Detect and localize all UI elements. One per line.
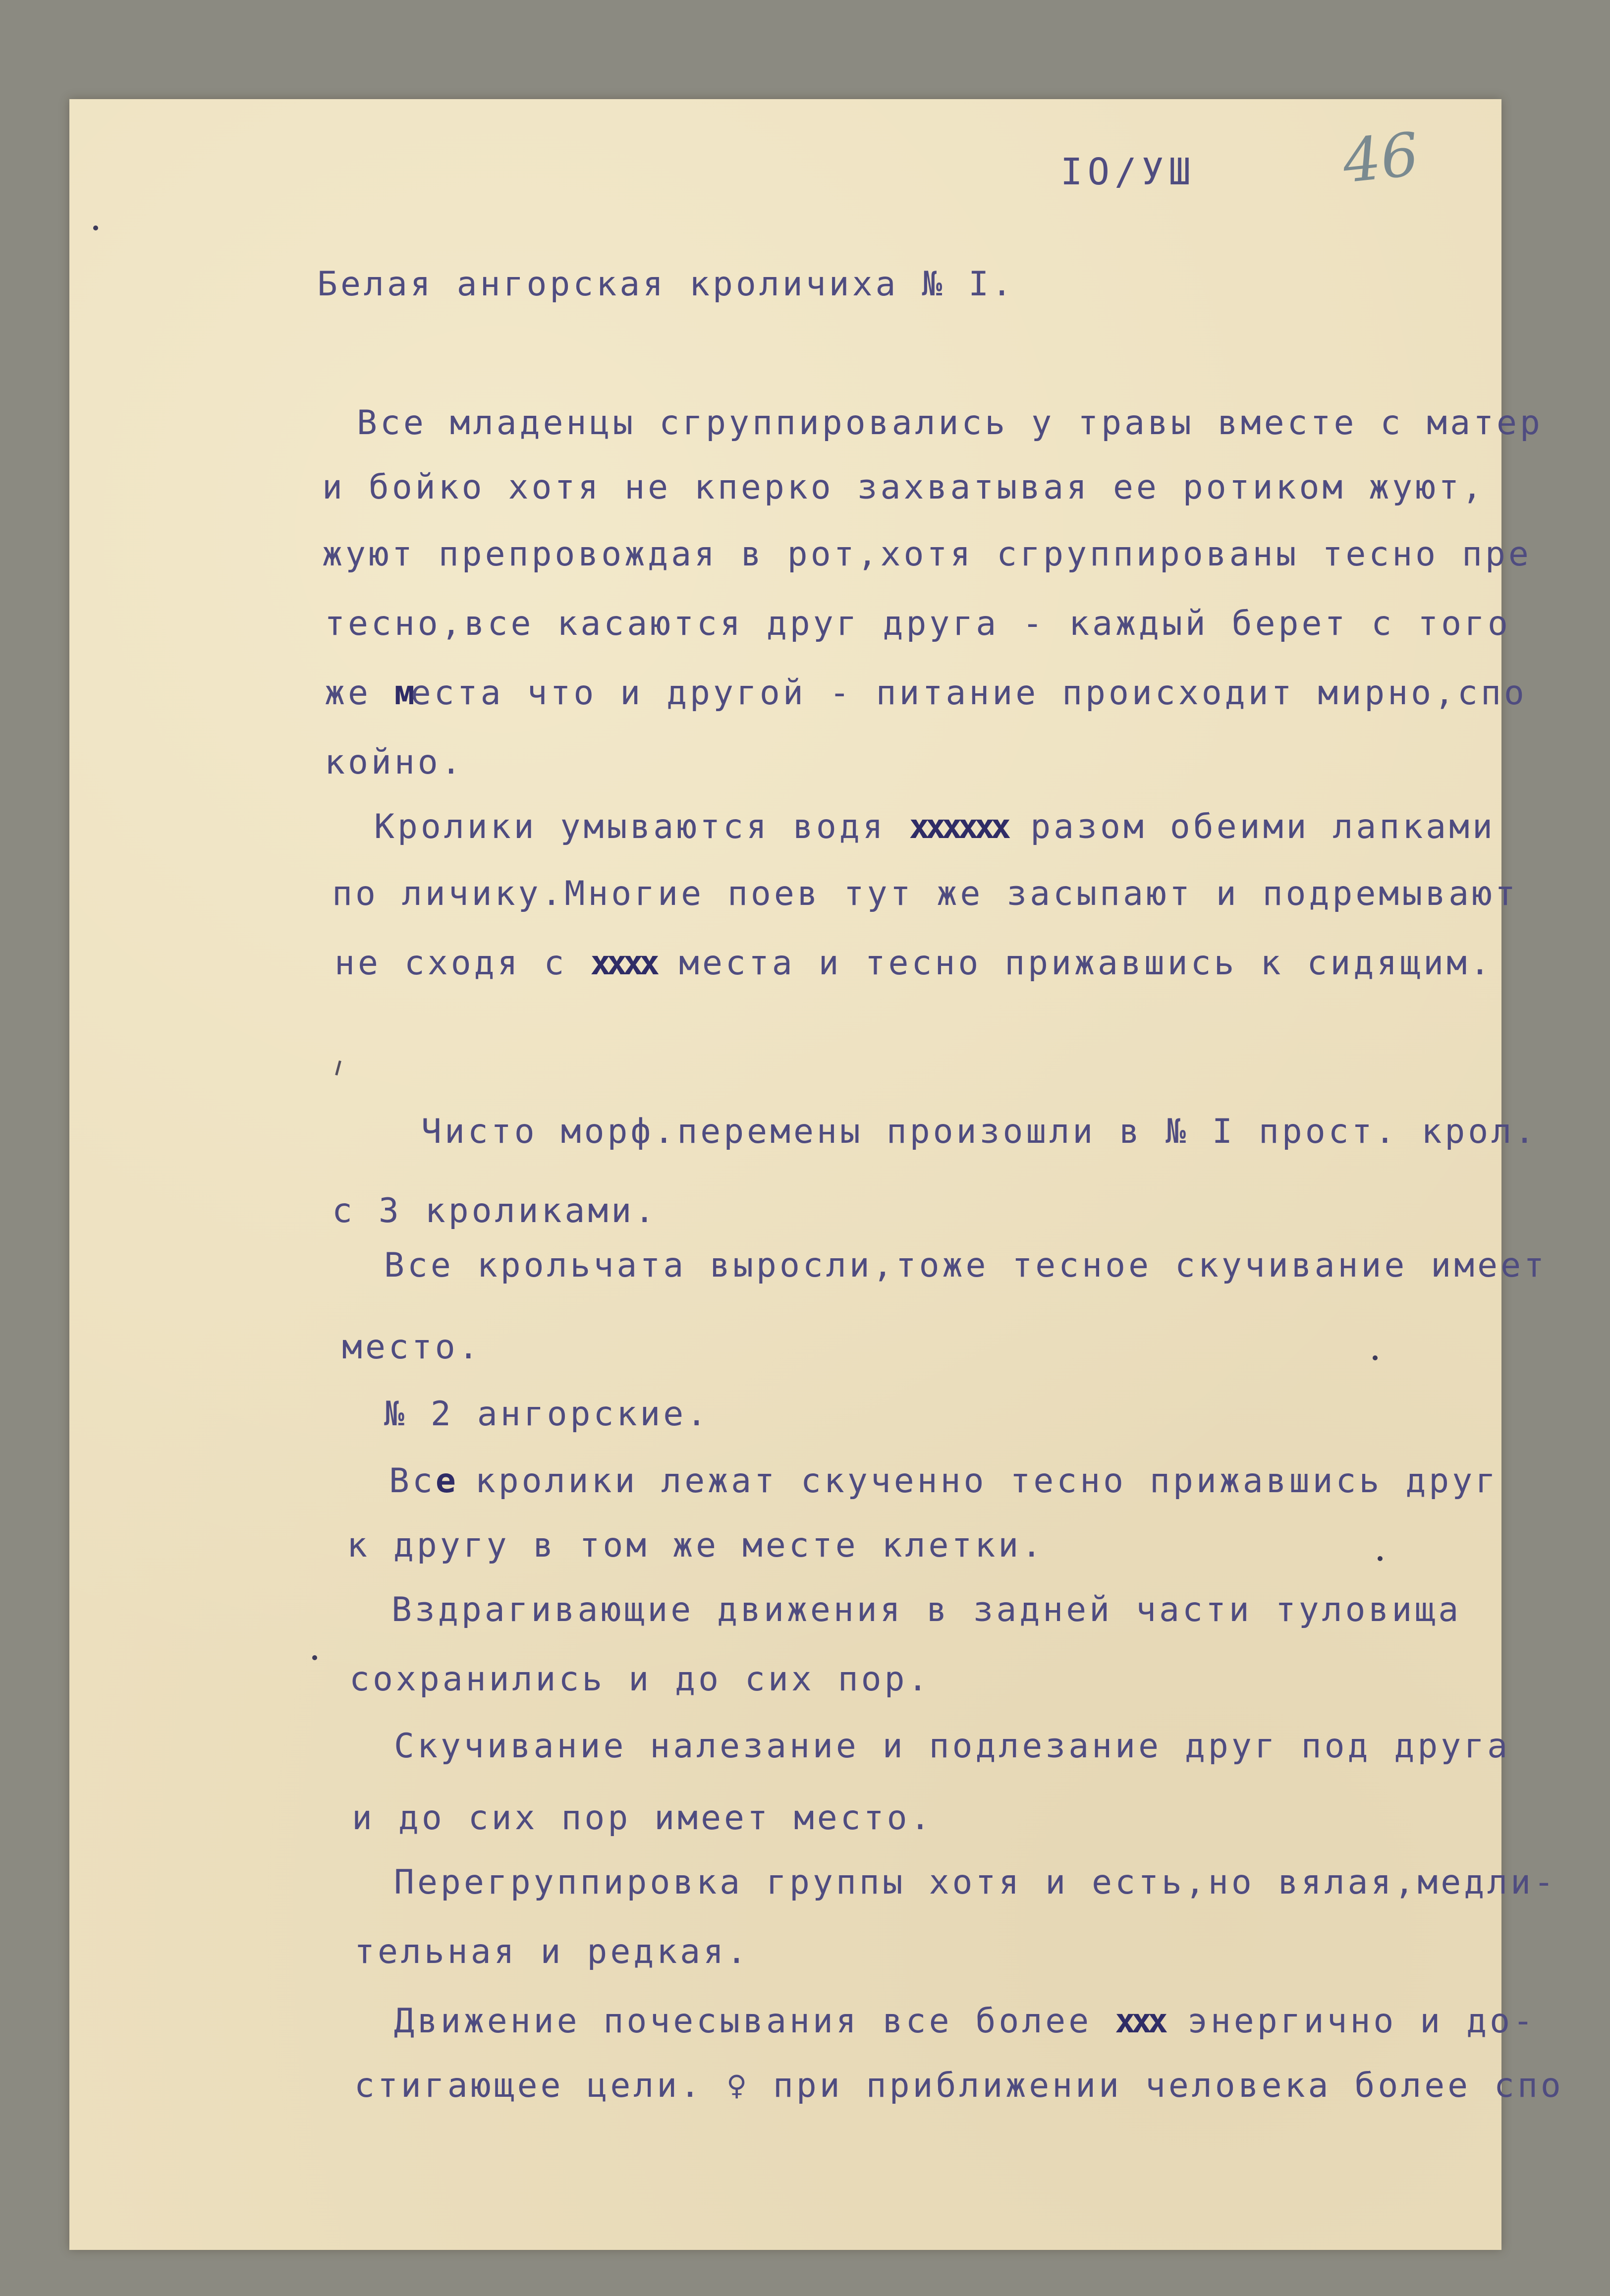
text-fragment: места и тесно прижавшись к сидящим. bbox=[656, 944, 1493, 983]
text-fragment: же bbox=[325, 673, 394, 713]
text-line: Перегруппировка группы хотя и есть,но вялая,медли- bbox=[394, 1863, 1557, 1902]
section-heading: № 2 ангорские. bbox=[384, 1395, 710, 1434]
text-fragment: не сходя с bbox=[334, 944, 591, 983]
paper-mark bbox=[1378, 1556, 1383, 1561]
struck-letters: xxxx bbox=[590, 944, 656, 983]
text-line: к другу в том же месте клетки. bbox=[347, 1526, 1045, 1565]
text-fragment: кролики лежат скученно тесно прижавшись друг bbox=[451, 1461, 1499, 1501]
text-line: Вздрагивающие движения в задней части туловища bbox=[391, 1590, 1462, 1629]
text-line: Чисто морф.перемены произошли в № I прост. крол. bbox=[421, 1112, 1538, 1151]
text-line: сохранились и до сих пор. bbox=[349, 1660, 931, 1699]
date-header: IO/УШ bbox=[1060, 151, 1196, 193]
document-title: Белая ангорская кроличиха № I. bbox=[317, 265, 1015, 304]
text-line: и до сих пор имеет место. bbox=[352, 1798, 934, 1838]
text-line bbox=[394, 2002, 1536, 2041]
struck-letters: е bbox=[435, 1461, 452, 1501]
text-fragment: Движение почесывания все более bbox=[394, 2002, 1115, 2041]
text-line: Скучивание налезание и подлезание друг под друга bbox=[394, 1727, 1511, 1766]
text-fragment: Кролики умываются водя bbox=[374, 807, 909, 846]
struck-letters: xxxxxx bbox=[909, 807, 1007, 846]
text-fragment: Вс bbox=[389, 1461, 436, 1501]
paper-mark bbox=[1373, 1355, 1378, 1360]
text-line: и бойко хотя не кперко захватывая ее ротиком жуют, bbox=[322, 468, 1485, 507]
text-line: тельная и редкая. bbox=[354, 1932, 750, 1971]
text-line: Все младенцы сгруппировались у травы вместе с матер bbox=[357, 403, 1543, 443]
text-line bbox=[374, 807, 1496, 846]
text-line: Все крольчата выросли,тоже тесное скучивание имеет bbox=[384, 1246, 1547, 1285]
text-line: жуют препровождая в рот,хотя сгруппированы тесно пре bbox=[322, 535, 1532, 574]
text-line: стигающее цели. ♀ при приближении человека более спо bbox=[354, 2066, 1564, 2105]
folio-number: 46 bbox=[1339, 120, 1422, 197]
text-fragment: энергично и до- bbox=[1164, 2002, 1536, 2041]
text-line: с 3 кроликами. bbox=[332, 1191, 658, 1231]
struck-letters: м bbox=[394, 673, 411, 713]
text-line bbox=[325, 673, 1527, 713]
text-fragment: разом обеими лапками bbox=[1007, 807, 1496, 846]
text-line: тесно,все касаются друг друга - каждый берет с того bbox=[325, 604, 1511, 643]
text-line: койно. bbox=[325, 743, 464, 782]
text-line: по личику.Многие поев тут же засыпают и подремывают bbox=[332, 874, 1518, 913]
text-line: место. bbox=[342, 1328, 482, 1367]
text-line bbox=[389, 1461, 1499, 1501]
text-line bbox=[334, 944, 1493, 983]
paper-mark bbox=[312, 1655, 317, 1660]
text-fragment: еста что и другой - питание происходит мирно,спо bbox=[410, 673, 1527, 713]
paper-mark bbox=[93, 225, 98, 230]
struck-letters: xxx bbox=[1115, 2002, 1164, 2041]
